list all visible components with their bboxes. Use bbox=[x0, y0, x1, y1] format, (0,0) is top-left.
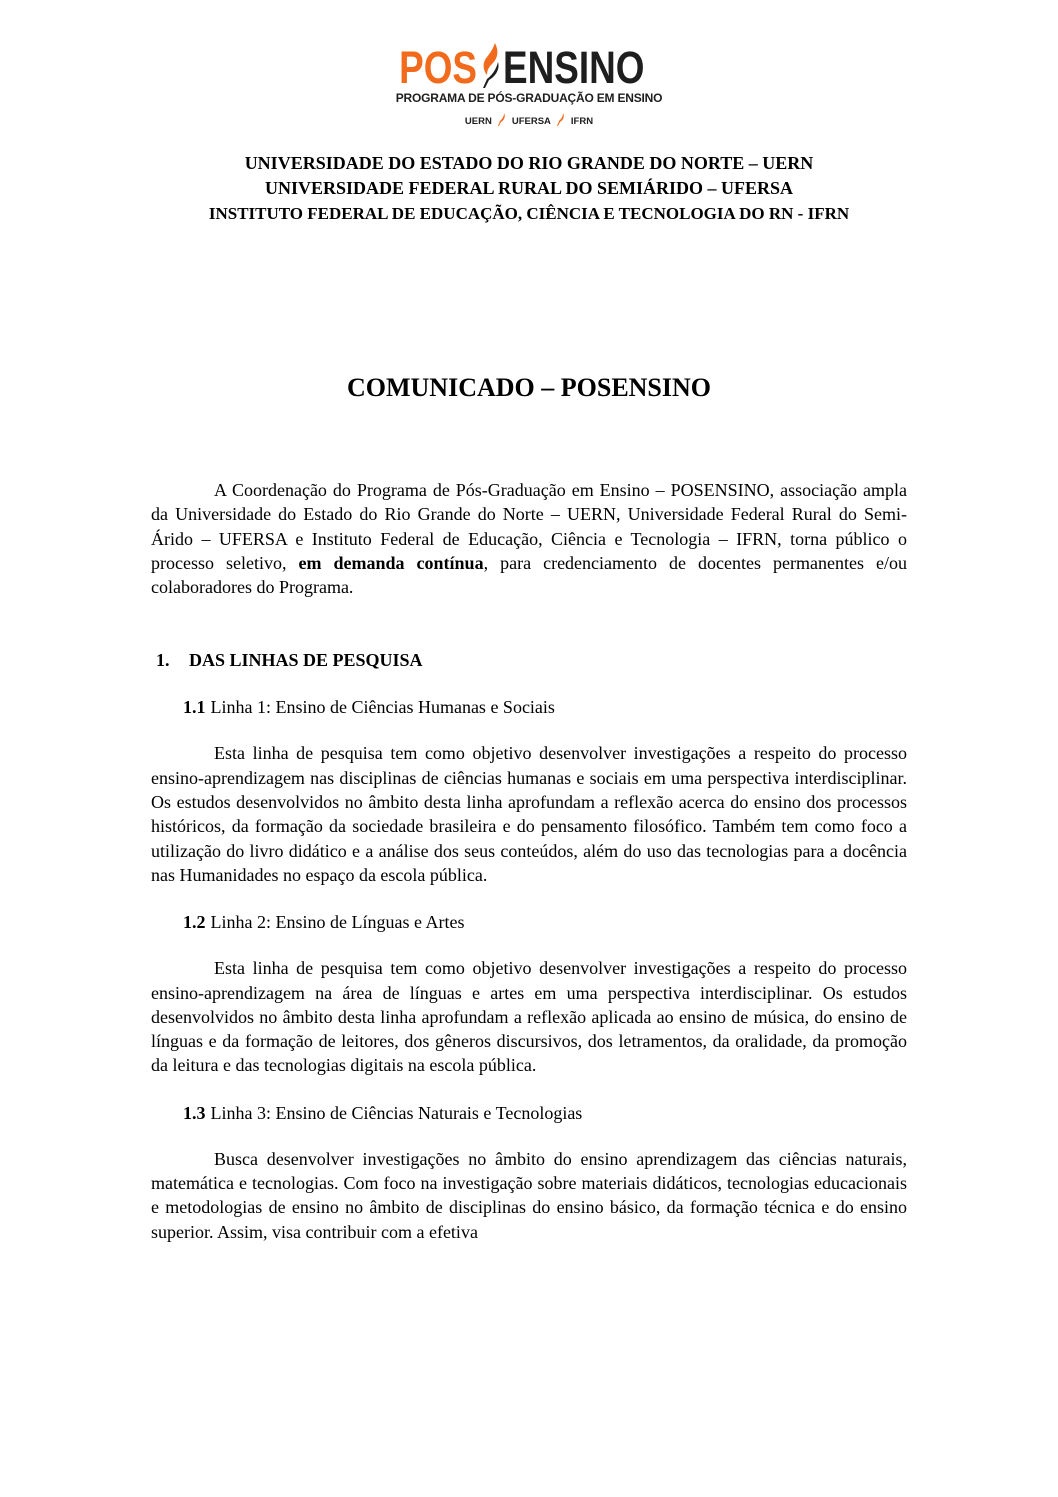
partner-ufersa: UFERSA bbox=[511, 115, 551, 127]
subsection-1-1-title: Linha 1: Ensino de Ciências Humanas e Sociais bbox=[210, 697, 555, 718]
posensino-logo bbox=[0, 42, 1058, 129]
institution-ufersa: UNIVERSIDADE FEDERAL RURAL DO SEMIÁRIDO – UFERSA bbox=[264, 178, 794, 198]
subsection-1-2-heading bbox=[183, 910, 907, 934]
flame-icon bbox=[479, 42, 501, 93]
logo-subtitle: PROGRAMA DE PÓS-GRADUAÇÃO EM ENSINO bbox=[395, 91, 663, 105]
logo-word-pos: POS bbox=[399, 41, 478, 93]
subsection-1-1-text: Esta linha de pesquisa tem como objetivo desenvolver investigações a respeito do processo ensino-aprendizagem nas disciplinas de ciências humanas e sociais em uma perspectiva interdisciplinar. Os estudos desenvolvidos no âmbito desta linha aprofundam a reflexão acerca do ensino dos processos históricos, da formação da sociedade brasileira e do pensamento filosófico. Também tem como foco a utilização do livro didático e a análise dos seus conteúdos, além do uso das tecnologias para a docência nas Humanidades no espaço da escola pública. bbox=[151, 743, 907, 885]
intro-bold-text: em demanda contínua bbox=[298, 552, 484, 573]
intro-paragraph bbox=[151, 478, 907, 599]
intro-text-end: , para credenciamento de docentes permanentes e/ou colaboradores do Programa. bbox=[151, 552, 908, 598]
section-1-title: DAS LINHAS DE PESQUISA bbox=[189, 650, 423, 671]
subsection-1-1-number: 1.1 bbox=[183, 697, 206, 718]
subsection-1-2-title: Linha 2: Ensino de Línguas e Artes bbox=[210, 912, 465, 933]
institution-uern: UNIVERSIDADE DO ESTADO DO RIO GRANDE DO NORTE – UERN bbox=[244, 153, 814, 173]
logo-partners bbox=[465, 113, 593, 129]
subsection-1-2-number: 1.2 bbox=[183, 912, 206, 933]
flame-icon bbox=[498, 113, 506, 129]
section-1-number: 1. bbox=[156, 650, 170, 671]
section-1-heading bbox=[156, 648, 907, 672]
flame-icon bbox=[557, 113, 565, 129]
subsection-1-3-number: 1.3 bbox=[183, 1102, 206, 1123]
intro-text-start: A Coordenação do Programa de Pós-Graduação em Ensino – POSENSINO, associação ampla da Universidade do Estado do Rio Grande do Norte – UERN, Universidade Federal Rural do Semi-Árido – UFERSA e Instituto Federal de Educação, Ciência e Tecnologia – IFRN, torna público o processo seletivo, bbox=[151, 480, 907, 573]
subsection-1-2-text: Esta linha de pesquisa tem como objetivo desenvolver investigações a respeito do processo ensino-aprendizagem na área de línguas e artes em uma perspectiva interdisciplinar. Os estudos desenvolvidos no âmbito desta linha aprofundam a reflexão aplicada ao ensino de música, do ensino de línguas e da formação de leitores, dos gêneros discursivos, dos letramentos, da oralidade, da promoção da leitura e das tecnologias digitais na escola pública. bbox=[151, 958, 907, 1076]
institution-ifrn: INSTITUTO FEDERAL DE EDUCAÇÃO, CIÊNCIA E TECNOLOGIA DO RN - IFRN bbox=[208, 204, 850, 223]
partner-uern: UERN bbox=[464, 115, 492, 127]
document-body bbox=[151, 478, 907, 1244]
institutions-header bbox=[0, 151, 1058, 226]
subsection-1-3-title: Linha 3: Ensino de Ciências Naturais e Tecnologias bbox=[210, 1102, 583, 1123]
subsection-1-3-heading bbox=[183, 1101, 907, 1125]
document-title: COMUNICADO – POSENSINO bbox=[346, 373, 712, 402]
logo-wordmark bbox=[382, 42, 676, 93]
partner-ifrn: IFRN bbox=[570, 115, 594, 127]
logo-word-ensino: ENSINO bbox=[503, 41, 645, 93]
subsection-1-1-heading bbox=[183, 695, 907, 719]
subsection-1-3-text: Busca desenvolver investigações no âmbito do ensino aprendizagem das ciências naturais, matemática e tecnologias. Com foco na investigação sobre materiais didáticos, tecnologias educacionais e metodologias de ensino no âmbito de disciplinas do ensino básico, da formação técnica e do ensino superior. Assim, visa contribuir com a efetiva bbox=[151, 1148, 907, 1242]
